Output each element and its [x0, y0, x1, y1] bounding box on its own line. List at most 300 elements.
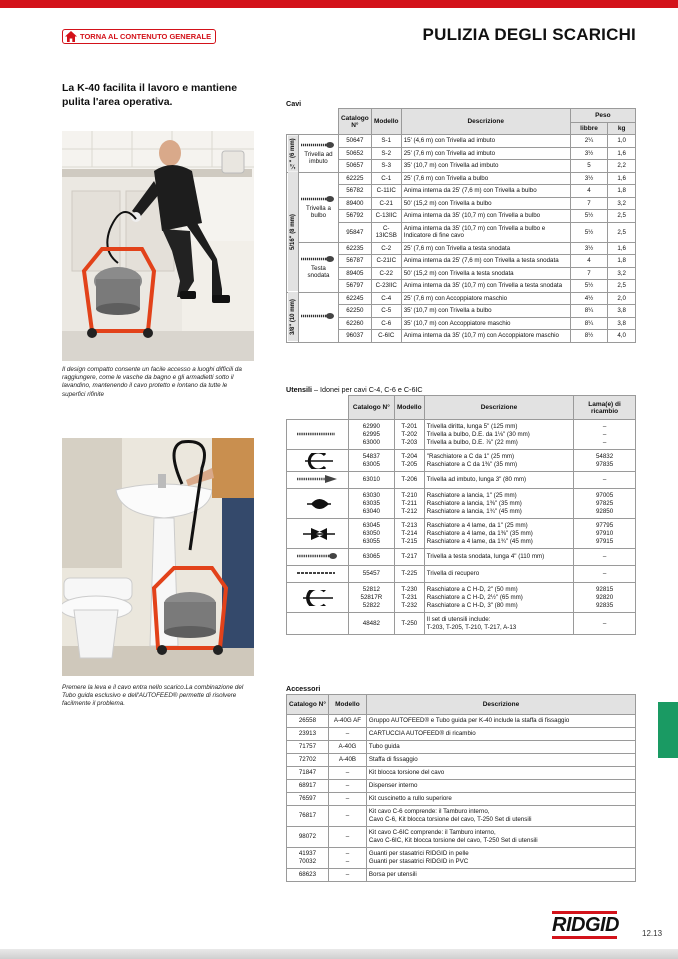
cavi-row [287, 172, 636, 185]
accessori-catalog-cell [287, 848, 329, 869]
utensili-model-cell [394, 420, 424, 450]
utensili-description-cell [424, 583, 573, 613]
accessori-description: Kit cuscinetto a rullo superiore [368, 795, 452, 802]
cavi-weight-lb: 3½ [570, 147, 608, 160]
utensili-replacement-blade: 97835 [595, 460, 614, 468]
utensili-row [287, 566, 636, 583]
cavi-weight-lb: 5½ [570, 210, 608, 223]
utensili-catalog-number: 62995 [362, 430, 380, 438]
utensili-replacement-blade: 92835 [595, 601, 614, 609]
cavi-weight-lb: 7 [570, 267, 608, 280]
utensili-description: Raschiatore a C H-D, 2" (50 mm) [426, 585, 518, 593]
utensili-description: Raschiatore a 4 lame, da 1¾" (45 mm) [426, 537, 533, 545]
accessori-model: – [345, 858, 350, 865]
accessori-description: Guanti per stasatrici RIDGID in PVC [368, 858, 469, 865]
accessori-description: Dispenser interno [368, 782, 418, 789]
utensili-description: Raschiatore a lancia, 1" (25 mm) [426, 491, 517, 499]
accessori-model-cell [328, 741, 366, 754]
cavi-model: C-13ICSB [371, 222, 401, 242]
photo-sink-drain [62, 438, 254, 676]
accessori-model-cell [328, 754, 366, 767]
cavi-catalog-number: 96037 [338, 330, 371, 343]
accessori-catalog-cell [287, 827, 329, 848]
utensili-illustration [287, 613, 349, 635]
cavi-weight-kg: 1,6 [608, 147, 636, 160]
page-number: 12.13 [642, 929, 663, 938]
accessori-model: – [345, 795, 350, 802]
utensili-illustration [287, 583, 349, 613]
accessori-model: – [345, 871, 350, 878]
accessori-row [287, 754, 636, 767]
utensili-catalog-number: 63005 [362, 460, 380, 468]
utensili-description-cell [424, 489, 573, 519]
utensili-model: T-205 [401, 460, 418, 468]
accessori-description-cell [366, 869, 635, 882]
cavi-header-libbre: libbre [570, 123, 608, 135]
utensili-replacement-blade: 92850 [595, 507, 614, 515]
accessori-description: Cavo C-6IC, Kit blocca torsione del cavo, T-250 Set di utensili [368, 837, 538, 844]
accessori-catalog-number: 68917 [298, 782, 317, 789]
utensili-catalog-number: 63035 [362, 499, 380, 507]
utensili-catalog-number: 52812 [362, 585, 380, 593]
cavi-catalog-number: 62245 [338, 292, 371, 305]
utensili-lama-cell [574, 549, 636, 566]
accessori-catalog-cell [287, 715, 329, 728]
utensili-lama-cell [574, 519, 636, 549]
utensili-description: Raschiatore a 4 lame, da 1⅜" (35 mm) [426, 529, 533, 537]
utensili-model-cell [394, 472, 424, 489]
cable-icon [301, 195, 335, 203]
utensili-catalog-number: 63050 [362, 529, 380, 537]
utensili-description-cell [424, 566, 573, 583]
cavi-description: 35' (10,7 m) con Trivella ad imbuto [401, 160, 570, 173]
utensili-model: T-232 [401, 601, 418, 609]
cavi-weight-kg: 1,8 [608, 255, 636, 268]
utensili-catalog-cell [348, 549, 394, 566]
cavi-row [287, 305, 636, 318]
cavi-weight-kg: 2,5 [608, 280, 636, 293]
accessori-row [287, 827, 636, 848]
accessori-catalog-cell [287, 793, 329, 806]
utensili-model-cell [394, 566, 424, 583]
accessori-catalog-number: 72702 [298, 756, 317, 763]
utensili-description: Trivella a bulbo, D.E. da 1⅛" (30 mm) [426, 430, 530, 438]
utensili-description: T-203, T-205, T-210, T-217, A-13 [426, 623, 517, 631]
accessori-description: Kit blocca torsione del cavo [368, 769, 445, 776]
accessori-row [287, 741, 636, 754]
cavi-weight-lb: 4½ [570, 292, 608, 305]
cavi-row [287, 197, 636, 210]
utensili-catalog-number: 63010 [362, 476, 380, 483]
cavi-size-label: 5/16" (8 mm) [287, 172, 299, 292]
accessori-catalog-cell [287, 741, 329, 754]
cavi-row [287, 222, 636, 242]
cavi-weight-kg: 1,6 [608, 242, 636, 255]
back-to-contents-button[interactable] [62, 29, 216, 44]
cavi-model: S-3 [371, 160, 401, 173]
cavi-model: C-22 [371, 267, 401, 280]
cavi-weight-lb: 5½ [570, 222, 608, 242]
utensili-illustration [287, 519, 349, 549]
cavi-model: C-11IC [371, 185, 401, 198]
ridgid-logo: RIDGID [552, 914, 619, 936]
accessori-header-modello: Modello [328, 695, 366, 715]
accessori-description: Cavo C-6, Kit blocca torsione del cavo, T-250 Set di utensili [368, 816, 532, 823]
accessori-model-cell [328, 780, 366, 793]
utensili-row [287, 519, 636, 549]
cavi-weight-lb: 2¼ [570, 135, 608, 148]
accessori-catalog-cell [287, 869, 329, 882]
utensili-catalog-number: 63055 [362, 537, 380, 545]
cavi-weight-lb: 3½ [570, 242, 608, 255]
accessori-model-cell [328, 848, 366, 869]
accessori-row [287, 728, 636, 741]
utensili-model: T-215 [401, 537, 418, 545]
utensili-model-cell [394, 549, 424, 566]
cavi-catalog-number: 56797 [338, 280, 371, 293]
accessori-table [286, 694, 636, 882]
cavi-group-name [298, 242, 338, 292]
cavi-header-kg: kg [608, 123, 636, 135]
cavi-catalog-number: 62225 [338, 172, 371, 185]
home-icon [65, 31, 77, 42]
cavi-row [287, 160, 636, 173]
cavi-description: 50' (15,2 m) con Trivella a bulbo [401, 197, 570, 210]
accessori-model-cell [328, 715, 366, 728]
utensili-catalog-cell [348, 472, 394, 489]
accessori-model: – [345, 812, 350, 819]
cavi-model: C-21IC [371, 255, 401, 268]
cavi-section-title: Cavi [286, 99, 302, 108]
accessori-model-cell [328, 827, 366, 848]
accessori-model: A-40B [338, 756, 357, 763]
utensili-lama-cell [574, 489, 636, 519]
cavi-model: C-2 [371, 242, 401, 255]
cavi-weight-kg: 2,5 [608, 210, 636, 223]
utensili-description: Raschiatore a C H-D, 2½" (65 mm) [426, 593, 523, 601]
utensili-model: T-202 [401, 430, 418, 438]
utensili-replacement-blade: – [602, 553, 607, 560]
utensili-catalog-cell [348, 450, 394, 472]
cavi-row [287, 267, 636, 280]
accessori-description-cell [366, 728, 635, 741]
utensili-lama-cell [574, 566, 636, 583]
bottom-bar [0, 949, 678, 959]
cavi-weight-kg: 2,0 [608, 292, 636, 305]
cavi-catalog-number: 89400 [338, 197, 371, 210]
cavi-header-modello: Modello [371, 109, 401, 135]
cavi-model: S-1 [371, 135, 401, 148]
cavi-catalog-number: 95847 [338, 222, 371, 242]
utensili-description: Raschiatore a 4 lame, da 1" (25 mm) [426, 521, 528, 529]
utensili-description: "Raschiatore a C da 1" (25 mm) [426, 452, 515, 460]
cable-icon [301, 312, 335, 320]
utensili-replacement-blade: – [602, 430, 607, 438]
utensili-replacement-blade: 97910 [595, 529, 614, 537]
accessori-catalog-number: 71757 [298, 743, 317, 750]
utensili-replacement-blade: – [602, 570, 607, 577]
cavi-size-label: 3/8" (10 mm) [287, 292, 299, 342]
utensili-catalog-number: 63000 [362, 438, 380, 446]
top-red-bar [0, 0, 678, 8]
utensili-description: Trivella ad imbuto, lunga 3" (80 mm) [426, 476, 527, 483]
utensili-model: T-217 [401, 553, 418, 560]
utensili-catalog-cell [348, 566, 394, 583]
accessori-catalog-number: 23913 [298, 730, 317, 737]
accessori-catalog-number: 68623 [298, 871, 317, 878]
utensili-header-catalogo: Catalogo N° [348, 396, 394, 420]
utensili-model-cell [394, 583, 424, 613]
utensili-model: T-212 [401, 507, 418, 515]
utensili-replacement-blade: – [602, 476, 607, 483]
utensili-header-modello: Modello [394, 396, 424, 420]
accessori-catalog-number: 26558 [298, 717, 317, 724]
accessori-catalog-number: 41937 [298, 850, 317, 857]
utensili-lama-cell [574, 420, 636, 450]
accessori-row [287, 806, 636, 827]
accessori-model: – [345, 782, 350, 789]
cavi-header-peso: Peso [570, 109, 635, 123]
ch-cutter-icon [295, 590, 339, 606]
utensili-catalog-number: 63065 [362, 553, 380, 560]
utensili-lama-cell [574, 583, 636, 613]
cavi-row [287, 210, 636, 223]
cavi-catalog-number: 62235 [338, 242, 371, 255]
accessori-description-cell [366, 754, 635, 767]
utensili-description: Raschiatore a lancia, 1⅜" (35 mm) [426, 499, 522, 507]
utensili-description-cell [424, 549, 573, 566]
cable-icon [301, 255, 335, 263]
accessori-catalog-cell [287, 754, 329, 767]
cavi-header-catalogo: Catalogo N° [338, 109, 371, 135]
cavi-weight-lb: 7 [570, 197, 608, 210]
utensili-replacement-blade: 54832 [595, 452, 614, 460]
accessori-model: – [345, 850, 350, 857]
accessori-description-cell [366, 715, 635, 728]
utensili-model: T-231 [401, 593, 418, 601]
cavi-description: Anima interna da 25' (7,6 m) con Trivella a bulbo [401, 185, 570, 198]
utensili-description-cell [424, 472, 573, 489]
cavi-description: Anima interna da 35' (10,7 m) con Trivella a bulbo [401, 210, 570, 223]
utensili-illustration [287, 450, 349, 472]
utensili-replacement-blade: 97915 [595, 537, 614, 545]
accessori-description: Tubo guida [368, 743, 400, 750]
utensili-description-cell [424, 420, 573, 450]
green-section-tab [658, 702, 678, 758]
spade-cutter-icon [295, 496, 339, 512]
cavi-model: C-21 [371, 197, 401, 210]
utensili-replacement-blade: – [602, 422, 607, 430]
accessori-row [287, 780, 636, 793]
cavi-model: C-1 [371, 172, 401, 185]
cavi-weight-kg: 2,5 [608, 222, 636, 242]
utensili-row [287, 549, 636, 566]
utensili-row [287, 420, 636, 450]
utensili-replacement-blade: – [602, 619, 607, 627]
cavi-weight-lb: 5 [570, 160, 608, 173]
cavi-group-name [298, 172, 338, 242]
accessori-model-cell [328, 869, 366, 882]
retrieving-tool-icon [295, 566, 339, 582]
intro-text: La K-40 facilita il lavoro e mantiene pulita l'area operativa. [62, 82, 238, 108]
utensili-catalog-number: 48482 [362, 619, 380, 627]
utensili-table [286, 395, 636, 635]
cavi-row [287, 147, 636, 160]
utensili-row [287, 489, 636, 519]
accessori-model-cell [328, 767, 366, 780]
utensili-model: T-210 [401, 491, 418, 499]
utensili-illustration [287, 472, 349, 489]
utensili-catalog-number: 55457 [362, 570, 380, 577]
utensili-replacement-blade: 97795 [595, 521, 614, 529]
utensili-subtitle: – Idonei per cavi C-4, C-6 e C-6IC [313, 385, 423, 394]
accessori-catalog-number: 70032 [298, 858, 317, 865]
utensili-catalog-number: 54837 [362, 452, 380, 460]
cavi-catalog-number: 50652 [338, 147, 371, 160]
utensili-model-cell [394, 519, 424, 549]
cavi-row [287, 317, 636, 330]
cavi-model: C-23IIC [371, 280, 401, 293]
utensili-row [287, 583, 636, 613]
cavi-description: Anima interna da 25' (7,6 m) con Trivella a testa snodata [401, 255, 570, 268]
cavi-catalog-number: 56787 [338, 255, 371, 268]
cavi-catalog-number: 62250 [338, 305, 371, 318]
utensili-description: Il set di utensili include: [426, 615, 491, 623]
cavi-description: Anima interna da 35' (10,7 m) con Accoppiatore maschio [401, 330, 570, 343]
utensili-description: Raschiatore a C H-D, 3" (80 mm) [426, 601, 518, 609]
cavi-model: C-13IIC [371, 210, 401, 223]
cavi-weight-lb: 5½ [570, 280, 608, 293]
utensili-model: T-225 [401, 570, 418, 577]
funnel-auger-icon [295, 472, 339, 488]
utensili-description: Raschiatore a C da 1⅜" (35 mm) [426, 460, 518, 468]
accessori-description: Staffa di fissaggio [368, 756, 418, 763]
accessori-header-catalogo: Catalogo N° [287, 695, 329, 715]
utensili-replacement-blade: 92820 [595, 593, 614, 601]
utensili-model: T-213 [401, 521, 418, 529]
accessori-description: Borsa per utensili [368, 871, 417, 878]
cavi-group-label: Trivella a bulbo [306, 204, 331, 219]
cavi-weight-kg: 1,8 [608, 185, 636, 198]
accessori-catalog-cell [287, 806, 329, 827]
utensili-title: Utensili [286, 385, 312, 394]
utensili-replacement-blade: 97005 [595, 491, 614, 499]
utensili-illustration [287, 489, 349, 519]
utensili-model-cell [394, 613, 424, 635]
utensili-description: Trivella diritta, lunga 5" (125 mm) [426, 422, 518, 430]
cavi-weight-kg: 3,8 [608, 317, 636, 330]
cavi-description: 35' (10,7 m) con Trivella a bulbo [401, 305, 570, 318]
accessori-catalog-number: 98072 [298, 833, 317, 840]
utensili-model: T-203 [401, 438, 418, 446]
cavi-model: S-2 [371, 147, 401, 160]
auger-icon [295, 427, 339, 443]
accessori-catalog-number: 76597 [298, 795, 317, 802]
utensili-catalog-cell [348, 519, 394, 549]
cavi-weight-lb: 3½ [570, 172, 608, 185]
cavi-catalog-number: 56782 [338, 185, 371, 198]
cavi-description: 25' (7,6 m) con Accoppiatore maschio [401, 292, 570, 305]
caption-autofeed: Premere la leva e il cavo entra nello scarico.La combinazione del Tubo guida esclusivo e dell'AUTOFEED® permette di risolvere facilmente il problema. [62, 684, 244, 708]
cavi-row [287, 255, 636, 268]
four-blade-cutter-icon [295, 526, 339, 542]
utensili-row [287, 613, 636, 635]
utensili-replacement-blade: 97825 [595, 499, 614, 507]
utensili-description: Trivella a bulbo, D.E. ⅞" (22 mm) [426, 438, 518, 446]
cable-icon [301, 141, 335, 149]
cavi-catalog-number: 56792 [338, 210, 371, 223]
utensili-catalog-number: 52822 [362, 601, 380, 609]
cavi-weight-kg: 4,0 [608, 330, 636, 343]
photo-technician-kitchen [62, 131, 254, 361]
cavi-weight-kg: 2,2 [608, 160, 636, 173]
accessori-description-cell [366, 767, 635, 780]
accessori-model: – [345, 833, 350, 840]
utensili-catalog-cell [348, 613, 394, 635]
cavi-size-label: ¼" (6 mm) [287, 135, 299, 173]
accessori-description-cell [366, 741, 635, 754]
cavi-weight-kg: 1,0 [608, 135, 636, 148]
utensili-description: Trivella di recupero [426, 570, 480, 577]
utensili-catalog-number: 52817R [360, 593, 383, 601]
cavi-weight-kg: 3,2 [608, 267, 636, 280]
cavi-catalog-number: 50647 [338, 135, 371, 148]
accessori-description-cell [366, 827, 635, 848]
utensili-section-title [286, 385, 423, 394]
utensili-catalog-cell [348, 583, 394, 613]
cavi-weight-lb: 8½ [570, 330, 608, 343]
utensili-catalog-number: 63045 [362, 521, 380, 529]
cavi-weight-lb: 4 [570, 255, 608, 268]
accessori-model: – [345, 769, 350, 776]
cavi-description: Anima interna da 35' (10,7 m) con Trivella a testa snodata [401, 280, 570, 293]
utensili-model-cell [394, 450, 424, 472]
accessori-description-cell [366, 780, 635, 793]
accessori-description-cell [366, 806, 635, 827]
accessori-row [287, 767, 636, 780]
utensili-description: Raschiatore a lancia, 1¾" (45 mm) [426, 507, 522, 515]
cavi-catalog-number: 62260 [338, 317, 371, 330]
cavi-description: 25' (7,6 m) con Trivella a bulbo [401, 172, 570, 185]
utensili-lama-cell [574, 472, 636, 489]
accessori-catalog-number: 76817 [298, 812, 317, 819]
accessori-row [287, 869, 636, 882]
cavi-model: C-6 [371, 317, 401, 330]
utensili-catalog-number: 63030 [362, 491, 380, 499]
utensili-model: T-201 [401, 422, 418, 430]
utensili-replacement-blade: – [602, 438, 607, 446]
cavi-row [287, 280, 636, 293]
cavi-row [287, 292, 636, 305]
cavi-row [287, 185, 636, 198]
accessori-model: A-40G AF [333, 717, 362, 724]
accessori-catalog-cell [287, 780, 329, 793]
accessori-model-cell [328, 793, 366, 806]
accessori-row [287, 715, 636, 728]
cavi-model: C-6IC [371, 330, 401, 343]
accessori-description: CARTUCCIA AUTOFEED® di ricambio [368, 730, 476, 737]
utensili-description: Trivella a testa snodata, lunga 4" (110 mm) [426, 553, 545, 560]
accessori-row [287, 793, 636, 806]
cavi-catalog-number: 50657 [338, 160, 371, 173]
cavi-description: 25' (7,6 m) con Trivella ad imbuto [401, 147, 570, 160]
cavi-group-name [298, 292, 338, 342]
accessori-model: – [345, 730, 350, 737]
cavi-weight-kg: 3,2 [608, 197, 636, 210]
accessori-catalog-number: 71847 [298, 769, 317, 776]
accessori-row [287, 848, 636, 869]
utensili-illustration [287, 549, 349, 566]
